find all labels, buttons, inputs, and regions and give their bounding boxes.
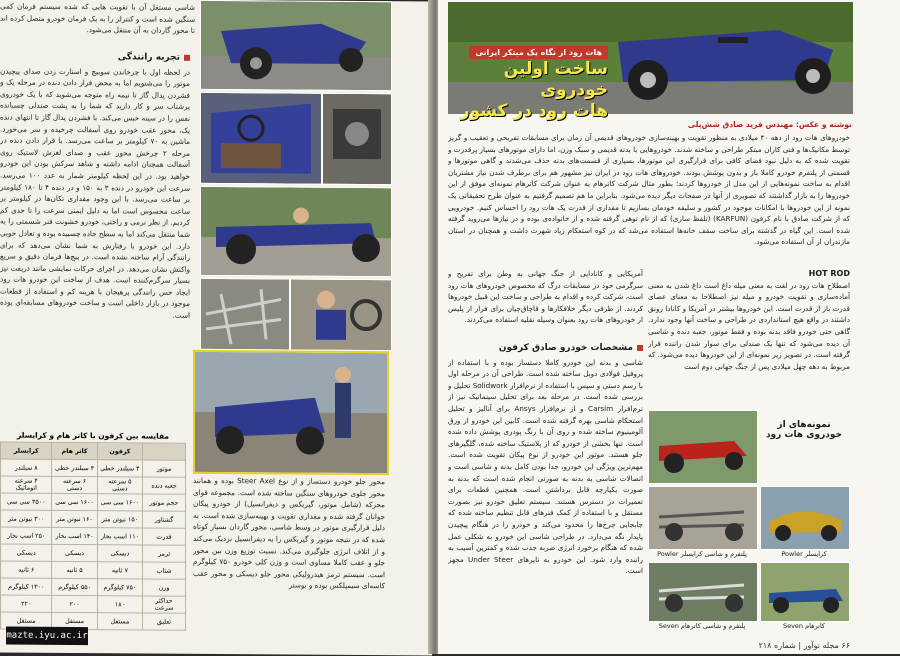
table-cell: ۲۰۰ <box>52 595 97 612</box>
table-cell: ۴ سیلندر خطی <box>52 459 97 476</box>
table-cell: ۶ ثانیه <box>1 561 52 578</box>
photo-frame <box>200 278 290 351</box>
table-cell: ۱۸۰ <box>97 596 142 613</box>
table-cell: ۱۴۰ اسب بخار <box>52 527 97 544</box>
table-cell: ۵ ثانیه <box>52 561 97 578</box>
table-header-cell: کرایسلر <box>1 442 52 459</box>
body-text: در لحظه اول با چرخاندن سوییچ و استارت زدن صدای پیچیدن موتور را می‌شنویم اما به محض فرار دادن دنده در مرحله یک و فشردن پدال گاز تا نیمه راه متوجه می‌شوید که با یک خودروی پرشتاب سر و کار دارید که شما را به پشت صندلی چسبانده نفس را در سینه حبس می‌کند. با فشردن پدال گاز تا انتهای دنده یک، محور عقب خودرو روی آسفالت چرخیده و سر می‌خورد. ماشین به ۷۰ کیلومتر بر ساعت می‌رسد. با قرار دادن دنده در مرحله ۲ چرخش محور عقب و صدای لغزش لاستیک روی آسفالت همچنان ادامه داشته و شاهد سرکش بودن این خودرو خواهید بود. در این لحظه کیلومتر شمار به عدد ۱۰۰ می‌رسد. سرعت این خودرو در دنده ۳ به ۱۵۰ و در دنده ۴ تا ۱۸۰ کیلومتر بر ساعت می‌رسد. با این وجود مقداری تکان‌ها در کیلومتر بر ساعت محسوس است اما به دلیل ایمنی سرعت را تا حدی کم کردیم. از نظر نرمی و راحتی، خودرو خشونت فنر شسمتی را به شما منتقل می‌کند اما به سطح جاده چسبیده بوده و تعادل خوبی دارد. این خودرو با رفتارش به شما نشان می‌دهد که برای رانندگی آرام ساخته نشده است. در پیچ‌ها فرمان دقیق و سریع واکنش نشان می‌دهد. در اجرای حرکات نمایشی مانند دریفت نیز بسیار سرگرم‌کننده است. هدف از ساخت این خودرو هات رود ایجاد حس رانندگی پرهیجان با هزینه کم و استفاده از قطعات موجود در بازار داخلی است و ساخت خودروهای مسابقه‌ای بوده است. <box>0 66 190 320</box>
table-cell: ۱۶۰۰ سی سی <box>97 494 142 511</box>
table-cell: گشتاور <box>143 511 186 528</box>
photo-driver-side <box>200 186 392 277</box>
table-cell: تعلیق <box>143 613 186 630</box>
table-cell: حداکثر سرعت <box>143 596 186 613</box>
table-cell: ۷۵۰ کیلوگرم <box>97 579 142 596</box>
hero-title <box>458 40 608 122</box>
table-row <box>1 595 186 613</box>
table-cell: دیسکی <box>52 544 97 561</box>
caption-seven: کاترهام Seven <box>782 622 826 630</box>
table-cell: مستقل <box>52 612 97 629</box>
table-cell: دیسکی <box>1 544 52 561</box>
table-title: مقایسه بین کرفون با کاتر هام و کرایسلر <box>16 430 170 441</box>
table-header-cell: کرفون <box>97 443 142 460</box>
hotrod-label: HOT ROD <box>808 269 850 278</box>
table-cell: ۳۰۰ نیوتن متر <box>1 510 52 527</box>
table-cell: ۷ ثانیه <box>97 562 142 579</box>
left-page <box>0 0 432 656</box>
table-cell: ۱۵۰ نیوتن متر <box>97 511 142 528</box>
photo-powler <box>760 486 850 550</box>
caption-seven-platform: پلتفرم و شاسی کاترهام Seven <box>658 622 746 630</box>
table-cell: مستقل <box>97 613 142 630</box>
table-cell: قدرت <box>143 528 186 545</box>
table-cell: شتاب <box>143 562 186 579</box>
table-header-cell <box>143 443 186 460</box>
caption-powler: کرایسلر Powler <box>781 550 827 558</box>
right-page <box>438 0 900 654</box>
caption-powler-platform: پلتفرم و شاسی کرایسلر Powler <box>657 550 747 558</box>
hotrod-text: اصطلاح هات رود در لغت به معنی میله داغ است داغ شدن به معنی آماده‌سازی و تقویت خودرو و میله نیز اصطلاحا به معنای عصای قدرت باز از قدرت است. این خودروها بیشتر در آمریکا و کانادا رونق داشتند در واقع هیچ استانداردی در طراحی و ساخت آنها وجود ندارد. گاهی حتی خودرو فاقد بدنه بوده و فقط موتور، جعبه دنده و شاسی آن دیده می‌شود که تنها یک صندلی برای سوار شدن راننده قرار گرفته است. در تصویر زیر نمونه‌ای از این خودروها دیده می‌شود. که مربوط به دهه چهل میلادی پس از جنگ جهانی دوم است <box>648 280 850 371</box>
table-header-cell: کاتر هام <box>52 442 97 459</box>
hero-subtitle: هات رود از نگاه یک مبتکر ایرانی <box>469 46 608 59</box>
photo-seven <box>760 562 850 622</box>
table-cell: ۵ سرعته دستی <box>97 477 142 494</box>
mid-text: آمریکایی و کانادایی از جنگ جهانی به وطن برای تفریح و سرگرمی خود در مسابقات درگ که مخصوص خودروهای هات رود است، شرکت کرده و اقدام به طراحی و ساخت این قبیل خودروها کردند. از طرفی دیگر خلافکارها و قاچاق‌چیان برای فرار از پلیس از خودروهای هات رود بعنوان وسیله نقلیه استفاده می‌کردند. <box>448 269 643 325</box>
photo-builder <box>193 350 389 475</box>
top-snippet: شاسی مستقل آن با تقویت هایی که شده سیستم فرمان کمی سنگین شده است و کنترلر را به یک فرمان خودرو متصل کرده اند تا محور گاردان به آن منتقل می‌شود. <box>0 1 195 36</box>
table-cell: ۱۶۰۰ سی سی <box>52 493 97 510</box>
table-cell: ۱۳۰۰ کیلوگرم <box>1 578 52 595</box>
intro-text: خودروهای هات رود از دهه ۴۰ میلادی به منظور تقویت و بهینه‌سازی خودروهای قدیمی آن زمان برای مسابقات تفریحی و تعقیب و گریز توسط مکانیک‌ها و فنی کاران مبتکر طراحی و ساخته شدند. خودروهایی با بدنه قدیمی و سبک وزن، اما دارای موتورهای بسیار پرقدرت و تقویت شده که به دلیل نبود فضای کافی برای قرارگیری این موتورها، بسیاری از قسمت‌های بدنه حذف می‌شدند و گاهی موتورها و قسمتی از پلتفرم خودرو کاملا باز و بدون پوشش بودند. خودروهای هات رود در ایران نیز مشهور هم برای برطرف شدن نیاز مشتریان اقدام به ساخت نمونه‌هایی از این مدل از خودروها کردند؛ بطور مثال شرکت کاترهام به عنوان شرکت کاترهام نمونه‌ای موفق از این خودروها را به بازار گذاشتند که تصویری از آنها در صفحات دیگر دیده می‌شود. بنابراین ما هم تصمیم گرفتیم به عنوان طرح تحقیقاتی یک نمونه از این خودروها با امکانات موجود در کشور و سلیقه خودمان بسازیم تا مقداری از قدرت یک هات رود را احساس کنیم. خودرویی که از شرکت صادق با نام کرفون (KARFUN) (تلفظ سازی) که از نام توهی گرفته شده و از خانواده‌ی بوده و در نیازها می‌روید گرفته شده است. این گیاه در گذشته برای ساخت سقف خانه‌ها استفاده می‌شد که در کوه استعکام زیاد شهرت داشت و همچنان در استان مازندران از آن استفاده می‌شود. <box>448 133 850 247</box>
table-row <box>1 527 186 545</box>
table-cell: ۱۱۰ اسب بخار <box>97 528 142 545</box>
table-cell: ترمز <box>143 545 186 562</box>
photo-seven-platform <box>648 562 758 622</box>
photo-engine <box>322 93 392 185</box>
hero-title-line2: هات رود در کشور <box>459 101 608 121</box>
table-cell: دیسکی <box>97 545 142 562</box>
table-cell: ۲۵۰ اسب بخار <box>1 527 52 544</box>
table-row <box>1 578 186 596</box>
spec-heading: مشخصات خودرو صادق کرفون <box>448 343 643 355</box>
table-row <box>1 459 186 477</box>
hero-title-line1: ساخت اولین خودروی <box>503 59 608 100</box>
photo-interior <box>200 92 322 185</box>
section-heading: تجربه رانندگی <box>0 51 190 64</box>
photo-hotrod-red <box>648 410 758 484</box>
table-cell: ۵۵۰ کیلوگرم <box>52 578 97 595</box>
bottom-text: محور جلو خودرو دستساز و از نوع Steer Axel بوده و همانند محور جلوی خودروهای سنگین ساخته شده است. مجموعه قوای محرکه (شامل موتور، گیربکس و دیفرانسیل) از خودرو پیکان جوانان گرفته شده و مقداری تقویت و بهینه‌سازی شده است. به دلیل قرارگیری موتور در وسط شاسی، محور گاردان بسیار کوتاه شده که در نتیجه موتور و گیربکس را به دیفرانسیل نزدیک می‌کند و از اتلاف انرژی جلوگیری می‌کند. نسبت توزیع وزن بین محور جلو و عقب کاملا مساوی است و وزن کلی خودرو ۷۵۰ کیلوگرم است. سیستم ترمز هیدرولیکی محور جلو دیسکی و محور عقب کاسه‌ای سیمپلکس بوده و بوستر <box>193 475 385 591</box>
table-row <box>1 510 186 528</box>
table-cell: ۴ سیلندر خطی <box>97 460 142 477</box>
table-cell: ۴ سرعته اتوماتیک <box>1 476 52 493</box>
site-logo: mazte.iyu.ac.ir <box>6 627 88 646</box>
spec-text: شاسی و بدنه این خودرو کاملا دستساز بوده و با استفاده از پروفیل فولادی دوبل ساخته شده است. طراحی آن در مرحله اول با رسم دستی و سپس با استفاده از نرم‌افزار Solidwork تحلیل و بررسی شده است. در مرحله بعد برای تحلیل سینماتیک نیز از نرم‌افزار Carsim و از نرم‌افزار Ansys برای آنالیز و تحلیل استحکام شاسی بهره گرفته شده است. کابین این خودرو از ورق آلومینیوم ساخته شده و روی آن با رنگ پودری پوشش داده شده است. تنها بخشی از خودرو که از پلاستیک ساخته شده، گلگیرهای جلو هستند. موتور این خودرو از نوع پیکان تقویت شده است. مهم‌ترین ویژگی این خودرو، جدا بودن کامل بدنه و شاسی است و اتصالات شاسی به بدنه به صورتی انجام شده است که بدنه به صورت یکپارچه قابل برداشتن است. همچنین قطعات برای تعمیرات در دسترس هستند. سیستم تعلیق خودرو نیز بصورت مستقل و با استفاده از کمک فنرهای قابل تنظیم ساخته شده که جابجایی چرخ‌ها را محدود می‌کند و خودرو را در هنگام پیچیدن پایدار نگه می‌دارد. در طراحی شاسی این خودرو به شکلی عمل شده که هنگام برخورد انرژی ضربه جذب شده و کمترین آسیب به راننده وارد شود. این خودرو به تایرهای Under Steer مجهز است. <box>448 357 643 576</box>
table-row <box>1 493 186 511</box>
byline: نوشته و عکس: مهندس فرید صادق شش‌پلی <box>687 120 852 129</box>
table-cell: ۳۵۰۰ سی سی <box>1 493 52 510</box>
photo-driver-seat <box>290 279 392 352</box>
table-row <box>1 561 186 579</box>
table-cell: وزن <box>143 579 186 596</box>
photo-powler-platform <box>648 486 758 550</box>
photo-car-rear <box>200 0 392 91</box>
page-footer: ۶۶ مجله نوآور | شماره ۲۱۸ <box>758 641 850 650</box>
table-row <box>1 476 186 494</box>
table-cell: موتور <box>143 460 186 477</box>
table-cell: ۱۶۰ نیوتن متر <box>52 510 97 527</box>
table-cell: حجم موتور <box>143 494 186 511</box>
table-cell: ۸ سیلندر <box>1 459 52 476</box>
table-cell: ۶ سرعته دستی <box>52 476 97 493</box>
comparison-table <box>0 430 186 630</box>
table-cell: ۲۲۰ <box>1 595 52 612</box>
sidebar-title: نمونه‌های از خودروی هات رود <box>765 420 843 440</box>
table-cell: جعبه دنده <box>143 477 186 494</box>
table-row <box>1 544 186 562</box>
table-cell: مستقل <box>1 612 52 629</box>
